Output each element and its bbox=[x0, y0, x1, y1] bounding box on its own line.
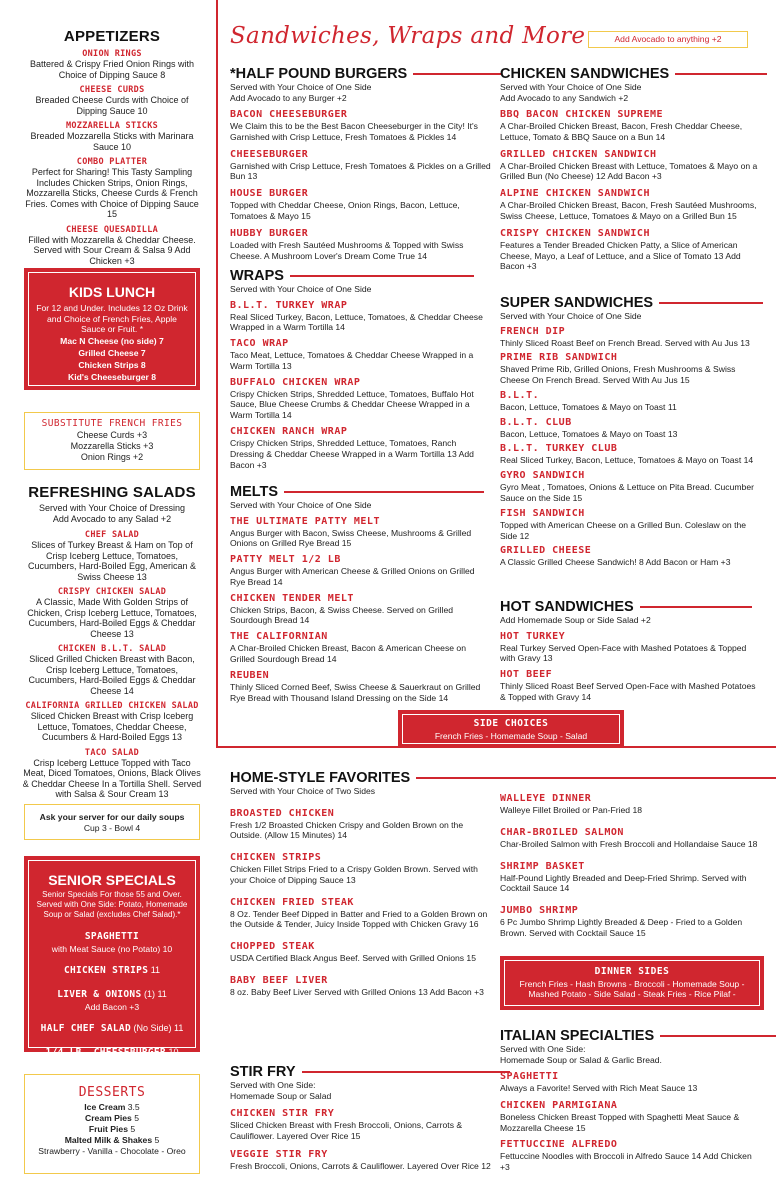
menu-item-name: CHEESEBURGER bbox=[230, 148, 309, 160]
menu-item-desc: Angus Burger with American Cheese & Grilled Onions on Grilled Rye Bread 14 bbox=[230, 566, 475, 587]
senior-list bbox=[34, 926, 190, 1060]
dessert-name: Fruit Pies bbox=[88, 1124, 128, 1134]
stirfry-title: STIR FRY bbox=[230, 1064, 296, 1080]
menu-item-desc: USDA Certified Black Angus Beef. Served with Grilled Onions 15 bbox=[230, 953, 476, 964]
menu-item-desc: Breaded Mozzarella Sticks with Marinara Sauce 10 bbox=[30, 131, 194, 152]
menu-item-desc: Walleye Fillet Broiled or Pan-Fried 18 bbox=[500, 805, 643, 815]
senior-box bbox=[24, 856, 200, 1058]
menu-item-name: CRISPY CHICKEN SALAD bbox=[57, 587, 167, 597]
side-choices-items: French Fries - Homemade Soup - Salad bbox=[434, 731, 588, 741]
menu-item-name: ONION RINGS bbox=[82, 49, 142, 59]
dessert-price: 5 bbox=[128, 1124, 136, 1134]
menu-item-name: CHICKEN STRIPS bbox=[230, 852, 322, 864]
salads-list bbox=[22, 530, 202, 800]
heading-rule bbox=[413, 73, 501, 75]
menu-item-name: PATTY MELT 1/2 LB bbox=[230, 554, 341, 566]
soups-box bbox=[24, 804, 200, 840]
super-heading bbox=[500, 295, 762, 311]
heading-rule bbox=[640, 606, 752, 608]
menu-item-name: CHICKEN RANCH WRAP bbox=[230, 426, 348, 438]
heading-rule bbox=[416, 777, 776, 779]
menu-item-name: HOT TURKEY bbox=[500, 630, 566, 642]
menu-item-desc: Bacon, Lettuce, Tomatoes & Mayo on Toast 11 bbox=[500, 401, 677, 412]
menu-item-desc: Shaved Prime Rib, Grilled Onions, Fresh Mushrooms & Swiss Cheese On French Bread. Served With Au Jus 15 bbox=[500, 364, 736, 386]
menu-item-name: SPAGHETTI bbox=[500, 1071, 559, 1082]
heading-rule bbox=[660, 1035, 776, 1037]
menu-item-name: BBQ BACON CHICKEN SUPREME bbox=[500, 109, 664, 120]
dessert-item bbox=[25, 1124, 199, 1135]
menu-item-name: BACON CHEESEBURGER bbox=[230, 109, 348, 120]
stirfry-heading bbox=[230, 1064, 492, 1080]
stirfry-sub: Served with One Side: bbox=[230, 1080, 316, 1090]
menu-item-desc: Half-Pound Lightly Breaded and Deep-Fried Shrimp. Served with Cocktail Sauce 14 bbox=[500, 872, 747, 894]
italian-heading bbox=[500, 1028, 762, 1044]
menu-item-desc: Crispy Chicken Strips, Shredded Lettuce, Tomatoes, Ranch Dressing & Cheddar Cheese Wrapped in a Warm Tortilla 13 Add Bacon +3 bbox=[230, 438, 474, 470]
substitute-item: Mozzarella Sticks +3 bbox=[70, 441, 154, 451]
menu-item-name: VEGGIE STIR FRY bbox=[230, 1148, 328, 1160]
melts-section bbox=[230, 484, 492, 703]
burgers-section bbox=[230, 66, 492, 261]
menu-item-desc: Garnished with Crisp Lettuce, Fresh Tomatoes & Pickles on a Grilled Bun 13 bbox=[230, 160, 491, 182]
senior-item bbox=[34, 984, 190, 1002]
substitute-list bbox=[29, 430, 195, 463]
wraps-heading bbox=[230, 268, 492, 284]
chicken-sub: Served with Your Choice of One Side bbox=[500, 82, 642, 92]
menu-item-desc: Battered & Crispy Fried Onion Rings with Choice of Dipping Sauce 8 bbox=[29, 59, 195, 80]
kids-intro: For 12 and Under. Includes 12 Oz Drink and Choice of French Fries, Apple Sauce or Fruit. * bbox=[36, 303, 188, 334]
seafood-section bbox=[500, 782, 762, 939]
hot-heading bbox=[500, 599, 762, 615]
melts-heading bbox=[230, 484, 492, 500]
heading-rule bbox=[675, 73, 767, 75]
stirfry-section bbox=[230, 1064, 492, 1171]
menu-item-desc: Sliced Chicken Breast with Fresh Broccoli, Onions, Carrots & Cauliflower. Layered Over Rice 15 bbox=[230, 1120, 463, 1141]
appetizers-list bbox=[22, 49, 202, 266]
senior-item-price: 11 bbox=[148, 965, 161, 975]
menu-item-name: REUBEN bbox=[230, 669, 270, 681]
menu-item-name: HOT BEEF bbox=[500, 669, 553, 681]
menu-item-name: CHEF SALAD bbox=[84, 530, 140, 540]
soups-title: Ask your server for our daily soups bbox=[39, 812, 185, 822]
menu-item-desc: Boneless Chicken Breast Topped with Spaghetti Meat Sauce & Mozzarella Cheese 15 bbox=[500, 1111, 740, 1133]
menu-item-desc: Sliced Grilled Chicken Breast with Bacon, Crisp Iceberg Lettuce, Tomatoes, Cucumbers, Hard-Boiled Eggs & Cheddar Cheese 14 bbox=[28, 654, 196, 696]
menu-item-name: CHEESE QUESADILLA bbox=[65, 224, 159, 235]
dessert-name: Malted Milk & Shakes bbox=[64, 1135, 153, 1145]
salads-sub: Served with Your Choice of Dressing bbox=[38, 503, 186, 513]
menu-item-name: B.L.T. TURKEY CLUB bbox=[500, 443, 618, 455]
dessert-price: 5 bbox=[131, 1113, 139, 1123]
menu-item-name: COMBO PLATTER bbox=[76, 157, 148, 167]
heading-rule bbox=[659, 302, 763, 304]
menu-item-name: JUMBO SHRIMP bbox=[500, 905, 579, 917]
menu-item-name: FRENCH DIP bbox=[500, 325, 566, 337]
menu-item-desc: Thinly Sliced Roast Beef on French Bread. Served with Au Jus 13 bbox=[500, 337, 750, 348]
senior-item-name: LIVER & ONIONS bbox=[57, 989, 142, 1000]
menu-item-desc: Chicken Strips, Bacon, & Swiss Cheese. Served on Grilled Sourdough Bread 14 bbox=[230, 604, 454, 626]
dessert-item bbox=[25, 1135, 199, 1146]
menu-item-desc: A Classic, Made With Golden Strips of Chicken, Crisp Iceberg Lettuce, Tomatoes, Cucumbers, Hard-Boiled Eggs & Cheddar Cheese 13 bbox=[27, 597, 197, 639]
salads-title: REFRESHING SALADS bbox=[28, 484, 196, 501]
homestyle-title: HOME-STYLE FAVORITES bbox=[230, 770, 411, 786]
menu-item-desc: Gyro Meat , Tomatoes, Onions & Lettuce on Pita Bread. Cucumber Sauce on the Side 15 bbox=[500, 482, 754, 504]
dessert-name: Cream Pies bbox=[85, 1113, 132, 1123]
soups-prices: Cup 3 - Bowl 4 bbox=[83, 823, 141, 833]
italian-sub: Served with One Side: bbox=[500, 1044, 586, 1054]
menu-item-name: BROASTED CHICKEN bbox=[230, 807, 335, 819]
menu-item-name: B.L.T. bbox=[500, 389, 540, 401]
menu-item-name: SHRIMP BASKET bbox=[500, 860, 585, 872]
column-divider bbox=[216, 0, 218, 748]
menu-item-desc: Thinly Sliced Corned Beef, Swiss Cheese & Sauerkraut on Grilled Rye Bread with Thousand Island Dressing on the Side 14 bbox=[230, 681, 481, 703]
senior-item-price: (No Side) 11 bbox=[130, 1023, 184, 1033]
burgers-heading bbox=[230, 66, 492, 82]
italian-section bbox=[500, 1028, 762, 1173]
menu-item-desc: A Char-Broiled Chicken Breast, Bacon, Fresh Sautéed Mushrooms, Swiss Cheese, Lettuce, Tomatoes & Mayo on a Grilled Bun 15 bbox=[500, 200, 757, 221]
heading-rule bbox=[302, 1071, 510, 1073]
menu-item-desc: Topped with American Cheese on a Grilled Bun. Coleslaw on the Side 12 bbox=[500, 519, 747, 541]
chicken-title: CHICKEN SANDWICHES bbox=[500, 66, 670, 82]
hot-title: HOT SANDWICHES bbox=[500, 599, 634, 615]
senior-item-desc: with Meat Sauce (no Potato) 10 bbox=[51, 944, 173, 954]
avocado-note: Add Avocado to anything +2 bbox=[588, 31, 748, 48]
side-choices-box bbox=[398, 710, 624, 748]
super-title: SUPER SANDWICHES bbox=[500, 295, 654, 311]
menu-item-name: HUBBY BURGER bbox=[230, 227, 309, 239]
senior-title: SENIOR SPECIALS bbox=[48, 872, 176, 888]
menu-item-desc: 6 Pc Jumbo Shrimp Lightly Breaded & Deep - Fried to a Golden Brown. Served with Cocktail Sauce 15 bbox=[500, 917, 743, 938]
salads-section bbox=[22, 484, 202, 800]
kids-item: Kid's Cheeseburger 8 bbox=[67, 371, 156, 382]
dinner-sides-box bbox=[500, 956, 764, 1010]
chicken-sub2: Add Avocado to any Sandwich +2 bbox=[500, 92, 629, 103]
menu-item-desc: Slices of Turkey Breast & Ham on Top of Crisp Iceberg Lettuce, Tomatoes, Cucumbers, Hard-Boiled Egg, American & Swiss Cheese 13 bbox=[27, 540, 197, 582]
stirfry-sub2: Homemade Soup or Salad bbox=[230, 1090, 332, 1101]
menu-item-desc: Bacon, Lettuce, Tomatoes & Mayo on Toast 13 bbox=[500, 428, 678, 439]
menu-item-desc: Crispy Chicken Strips, Shredded Lettuce, Tomatoes, Buffalo Hot Sauce, Blue Cheese Crumbs & Cheddar Cheese Wrapped in a Warm Tortilla 14 bbox=[230, 388, 474, 421]
super-sub: Served with Your Choice of One Side bbox=[500, 311, 642, 321]
kids-item: Grilled Cheese 7 bbox=[78, 347, 146, 358]
chicken-heading bbox=[500, 66, 762, 82]
menu-item-desc: A Char-Broiled Chicken Breast, Bacon, Fresh Cheddar Cheese, Lettuce, Tomato & BBQ Sauce on a Bun 14 bbox=[500, 121, 743, 142]
dinner-sides-title: DINNER SIDES bbox=[594, 966, 670, 977]
wraps-section bbox=[230, 268, 492, 470]
senior-item-name: HALF CHEF SALAD bbox=[40, 1023, 131, 1034]
menu-item-name: CALIFORNIA GRILLED CHICKEN SALAD bbox=[25, 701, 199, 711]
burgers-title: *HALF POUND BURGERS bbox=[230, 66, 408, 82]
italian-title: ITALIAN SPECIALTIES bbox=[500, 1028, 655, 1044]
dessert-item bbox=[25, 1102, 199, 1113]
burgers-sub2: Add Avocado to any Burger +2 bbox=[230, 92, 347, 103]
menu-item-name: CHICKEN STIR FRY bbox=[230, 1108, 335, 1119]
menu-item-name: BABY BEEF LIVER bbox=[230, 975, 328, 987]
menu-item-desc: A Char-Broiled Chicken Breast with Lettuce, Tomatoes & Mayo on a Grilled Bun (No Cheese) 12 Add Bacon +3 bbox=[500, 160, 758, 182]
menu-item-name: TACO WRAP bbox=[230, 338, 289, 350]
senior-item bbox=[34, 1018, 190, 1036]
senior-item-name: CHICKEN STRIPS bbox=[63, 965, 149, 976]
hot-section bbox=[500, 599, 762, 703]
menu-item-desc: Features a Tender Breaded Chicken Patty, a Slice of American Cheese, Mayo, a Leaf of Lettuce, and a Slice of Tomato 13 Add Bacon +3 bbox=[500, 239, 741, 272]
menu-item-name: B.L.T. CLUB bbox=[500, 416, 572, 428]
menu-item-name: CHEESE CURDS bbox=[79, 85, 145, 95]
senior-item bbox=[34, 926, 190, 944]
menu-item-desc: Thinly Sliced Roast Beef Served Open-Face with Mashed Potatoes & Topped with Gravy 14 bbox=[500, 681, 756, 702]
menu-item-name: CHOPPED STEAK bbox=[230, 941, 315, 953]
italian-sub2: Homemade Soup or Salad & Garlic Bread. bbox=[500, 1054, 662, 1065]
kids-title: KIDS LUNCH bbox=[68, 284, 156, 300]
menu-item-name: GRILLED CHEESE bbox=[500, 545, 592, 557]
menu-item-name: MOZZARELLA STICKS bbox=[65, 121, 159, 131]
menu-item-desc: Taco Meat, Lettuce, Tomatoes & Cheddar Cheese Wrapped in a Warm Tortilla 13 bbox=[230, 350, 474, 371]
menu-item-name: B.L.T. TURKEY WRAP bbox=[230, 299, 348, 311]
substitute-title: SUBSTITUTE FRENCH FRIES bbox=[41, 418, 183, 429]
kids-item: Mac N Cheese (no side) 7 bbox=[60, 335, 164, 346]
menu-item-desc: Always a Favorite! Served with Rich Meat Sauce 13 bbox=[500, 1083, 698, 1093]
substitute-item: Cheese Curds +3 bbox=[76, 430, 148, 440]
menu-item-desc: Filled with Mozzarella & Cheddar Cheese. Served with Sour Cream & Salsa 9 Add Chicken +3 bbox=[28, 234, 196, 266]
menu-item-name: CHICKEN B.L.T. SALAD bbox=[57, 644, 167, 654]
kids-item: Chicken Strips 8 bbox=[78, 359, 146, 370]
salads-sub2: Add Avocado to any Salad +2 bbox=[52, 514, 172, 524]
menu-item-name: WALLEYE DINNER bbox=[500, 793, 592, 804]
menu-item-desc: Char-Broiled Salmon with Fresh Broccoli and Hollandaise Sauce 18 bbox=[500, 838, 758, 849]
menu-item-desc: 8 oz. Baby Beef Liver Served with Grilled Onions 13 Add Bacon +3 bbox=[230, 987, 484, 998]
menu-item-desc: A Classic Grilled Cheese Sandwich! 8 Add Bacon or Ham +3 bbox=[500, 557, 731, 568]
wraps-sub: Served with Your Choice of One Side bbox=[230, 284, 372, 294]
senior-item-name: 1/4 LB. CHEESEBURGER bbox=[45, 1047, 166, 1058]
heading-rule bbox=[284, 491, 484, 493]
menu-item-desc: Sliced Chicken Breast with Crisp Iceberg Lettuce, Tomatoes, Cheddar Cheese, Cucumbers & Hard-Boiled Eggs 13 bbox=[30, 711, 194, 742]
desserts-title: DESSERTS bbox=[78, 1085, 146, 1100]
menu-item-name: FISH SANDWICH bbox=[500, 507, 585, 519]
hot-sub: Add Homemade Soup or Side Salad +2 bbox=[500, 615, 651, 625]
substitute-box bbox=[24, 412, 200, 470]
menu-item-desc: Crisp Iceberg Lettuce Topped with Taco Meat, Diced Tomatoes, Onions, Black Olives & Cheddar Cheese In a Tortilla Shell. Served with Salsa & Sour Cream 13 bbox=[22, 757, 202, 799]
menu-item-desc: Fresh 1/2 Broasted Chicken Crispy and Golden Brown on the Outside. (Allow 15 Minutes) 14 bbox=[230, 819, 464, 841]
menu-item-name: FETTUCCINE ALFREDO bbox=[500, 1139, 618, 1151]
menu-item-name: PRIME RIB SANDWICH bbox=[500, 352, 618, 364]
menu-item-name: BUFFALO CHICKEN WRAP bbox=[230, 376, 361, 388]
appetizers-title: APPETIZERS bbox=[63, 28, 161, 45]
menu-item-name: CHICKEN TENDER MELT bbox=[230, 592, 354, 604]
menu-item-name: GYRO SANDWICH bbox=[500, 470, 585, 482]
heading-rule bbox=[290, 275, 474, 277]
desserts-box bbox=[24, 1074, 200, 1174]
menu-item-name: CHICKEN FRIED STEAK bbox=[230, 896, 354, 908]
melts-sub: Served with Your Choice of One Side bbox=[230, 500, 372, 510]
senior-item-desc: Add Bacon +3 bbox=[84, 1002, 140, 1012]
menu-item-name: HOUSE BURGER bbox=[230, 188, 309, 200]
senior-item-name: SPAGHETTI bbox=[84, 931, 140, 942]
super-section bbox=[500, 295, 762, 568]
senior-item-price: 10 bbox=[165, 1047, 179, 1057]
menu-item-desc: Real Sliced Turkey, Bacon, Lettuce, Tomatoes & Mayo on Toast 14 bbox=[500, 455, 754, 466]
chicken-section bbox=[500, 66, 762, 272]
homestyle-section bbox=[230, 770, 492, 998]
menu-item-desc: Fettuccine Noodles with Broccoli in Alfredo Sauce 14 Add Chicken +3 bbox=[500, 1151, 752, 1173]
dessert-name: Ice Cream bbox=[84, 1102, 126, 1112]
dessert-price: 5 bbox=[152, 1135, 160, 1145]
menu-item-desc: Breaded Cheese Curds with Choice of Dipping Sauce 10 bbox=[35, 95, 189, 116]
desserts-flavors: Strawberry - Vanilla - Chocolate - Oreo bbox=[38, 1146, 186, 1156]
menu-item-desc: Loaded with Fresh Sautéed Mushrooms & Topped with Swiss Cheese. A Mushroom Lover's Dream Come True 14 bbox=[230, 239, 464, 261]
appetizers-section bbox=[22, 28, 202, 266]
melts-title: MELTS bbox=[230, 484, 279, 500]
menu-item-desc: We Claim this to be the Best Bacon Cheeseburger in the City! It's Garnished with Crisp Lettuce, Fresh Tomatoes & Pickles 14 bbox=[230, 121, 478, 142]
menu-item-desc: Fresh Broccoli, Onions, Carrots & Cauliflower. Layered Over Rice 12 bbox=[230, 1160, 491, 1171]
kids-list bbox=[34, 335, 190, 383]
wraps-title: WRAPS bbox=[230, 268, 284, 284]
menu-item-desc: Topped with Cheddar Cheese, Onion Rings, Bacon, Lettuce, Tomatoes & Mayo 15 bbox=[230, 200, 460, 221]
menu-item-desc: Perfect for Sharing! This Tasty Sampling Includes Chicken Strips, Onion Rings, Mozzarella Sticks, Cheese Curds & French Fries. Comes with Choice of Dipping Sauce 15 bbox=[25, 167, 199, 219]
menu-item-name: CHICKEN PARMIGIANA bbox=[500, 1099, 618, 1111]
menu-item-desc: Angus Burger with Bacon, Swiss Cheese, Mushrooms & Grilled Onions on Grilled Rye Bread 15 bbox=[230, 527, 472, 549]
homestyle-sub: Served with Your Choice of Two Sides bbox=[230, 786, 376, 796]
menu-item-name: ALPINE CHICKEN SANDWICH bbox=[500, 188, 650, 200]
menu-item-name: CRISPY CHICKEN SANDWICH bbox=[500, 227, 650, 239]
dessert-price: 3.5 bbox=[125, 1102, 140, 1112]
menu-item-desc: Real Turkey Served Open-Face with Mashed Potatoes & Topped with Gravy 13 bbox=[500, 642, 747, 664]
dinner-sides-items: French Fries - Hash Browns - Broccoli - Homemade Soup - Mashed Potato - Side Salad - Steak Fries - Rice Pilaf - bbox=[519, 979, 745, 999]
menu-item-name: TACO SALAD bbox=[84, 747, 140, 758]
senior-item bbox=[34, 960, 190, 978]
menu-item-desc: Chicken Fillet Strips Fried to a Crispy Golden Brown. Served with your Choice of Dipping Sauce 13 bbox=[230, 864, 478, 885]
burgers-sub: Served with Your Choice of One Side bbox=[230, 82, 372, 92]
menu-item-name: GRILLED CHICKEN SANDWICH bbox=[500, 148, 657, 160]
menu-item-desc: Real Sliced Turkey, Bacon, Lettuce, Tomatoes, & Cheddar Cheese Wrapped in a Warm Tortilla 14 bbox=[230, 311, 483, 333]
side-choices-title: SIDE CHOICES bbox=[473, 718, 549, 729]
kids-lunch-box bbox=[24, 268, 200, 390]
dessert-item bbox=[25, 1113, 199, 1124]
menu-item-desc: 8 Oz. Tender Beef Dipped in Batter and Fried to a Golden Brown on the Outside & Tender, Juicy Inside Topped with Chicken Gravy 16 bbox=[230, 908, 488, 930]
senior-item-price: (1) 11 bbox=[141, 989, 167, 999]
senior-intro: Senior Specials For those 55 and Over. Served with One Side: Potato, Homemade Soup or Salad (excludes Chef Salad).* bbox=[36, 890, 188, 919]
menu-item-name: THE ULTIMATE PATTY MELT bbox=[230, 515, 380, 527]
page-title: Sandwiches, Wraps and More bbox=[230, 23, 586, 49]
menu-item-desc: A Char-Broiled Chicken Breast, Bacon & American Cheese on Grilled Sourdough Bread 14 bbox=[230, 643, 466, 665]
substitute-item: Onion Rings +2 bbox=[80, 452, 144, 462]
menu-item-name: THE CALIFORNIAN bbox=[230, 631, 328, 643]
desserts-list bbox=[25, 1102, 199, 1146]
menu-item-name: CHAR-BROILED SALMON bbox=[500, 826, 624, 838]
homestyle-heading bbox=[230, 770, 492, 786]
senior-item bbox=[34, 1042, 190, 1060]
